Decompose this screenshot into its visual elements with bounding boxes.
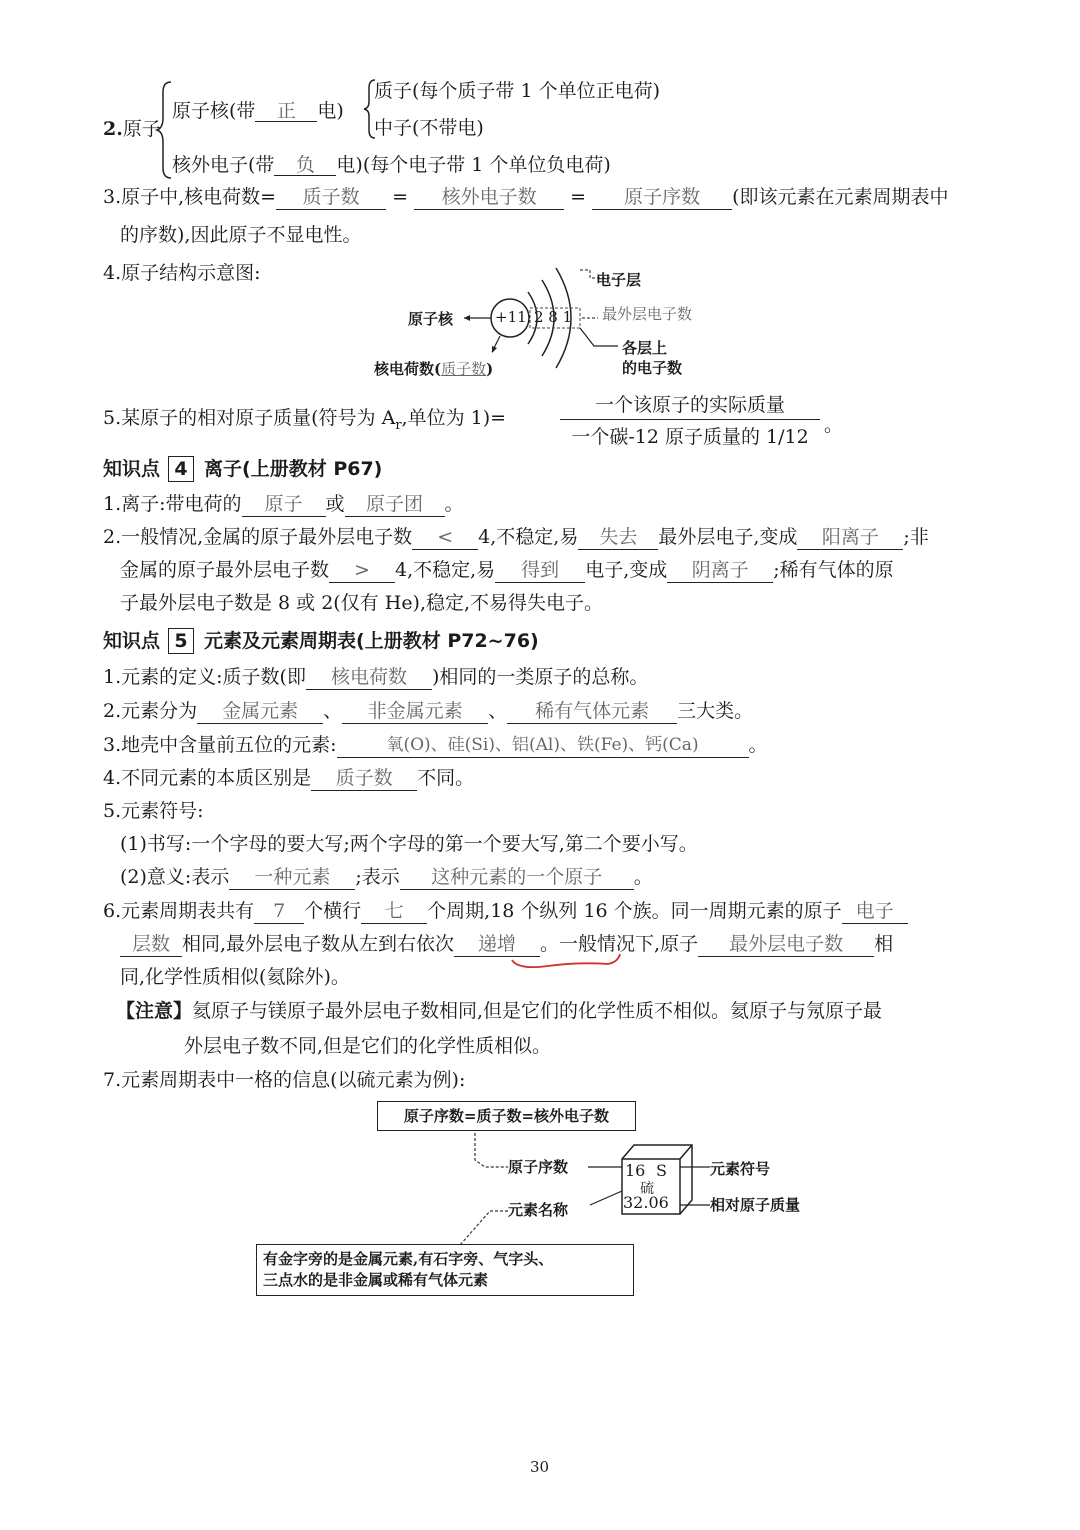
blank-crust-elements[interactable]: 氧(O)、硅(Si)、铝(Al)、铁(Fe)、钙(Ca) [337,732,749,758]
relative-mass-label: 相对原子质量 [710,1196,801,1214]
blank-noble-gas-elements[interactable]: 稀有气体元素 [507,698,677,724]
blank-atomic-group[interactable]: 原子团 [345,491,445,517]
kp5-header: 知识点 5 元素及元素周期表(上册教材 P72~76) [103,630,539,652]
cell-number: 16 [625,1161,646,1180]
blank-seven-periods[interactable]: 七 [361,898,427,924]
electron-line: 核外电子(带 负 电)(每个电子带 1 个单位负电荷) [172,150,611,177]
kp5-line5: 5.元素符号: [103,800,204,822]
atomic-number-label: 原子序数 [508,1158,569,1176]
blank-less-than[interactable]: < [412,524,478,550]
blank-greater-than[interactable]: > [329,557,395,583]
cell-mass: 32.06 [623,1193,669,1212]
kp4-number: 4 [168,456,194,482]
blank-nuclear-charge[interactable]: 核电荷数 [306,664,432,690]
item5-line: 5.某原子的相对原子质量(符号为 $A_r$,单位为 1)= [103,407,507,433]
element-symbol-label: 元素符号 [710,1160,771,1178]
kp5-line5-1: (1)书写:一个字母的要大写;两个字母的第一个要大写,第二个要小写。 [120,833,698,855]
nucleus-charge: +11 [495,308,527,326]
blank-electron-shells-a[interactable]: 电子 [842,898,908,924]
item3-line1: 3.原子中,核电荷数= 质子数 = 核外电子数 = 原子序数 (即该元素在元素周期表中 [103,186,949,208]
blank-seven-rows[interactable]: 7 [254,898,304,924]
kp5-line2: 2.元素分为 金属元素 、 非金属元素 、 稀有气体元素 三大类。 [103,700,754,722]
blank-atom[interactable]: 原子 [242,491,326,517]
note-tag: 【注意】 [116,1000,193,1022]
fraction-denominator: 一个碳-12 原子质量的 1/12 [571,426,809,448]
item5-end: 。 [824,414,844,436]
kp5-line4: 4.不同元素的本质区别是 质子数 不同。 [103,767,475,789]
item3-line2: 的序数),因此原子不显电性。 [120,224,362,246]
nucleus-line: 原子核(带 正 电) [172,96,344,123]
blank-gain[interactable]: 得到 [495,557,585,583]
blank-increase[interactable]: 递增 [454,931,540,957]
electron-layer-label: 电子层 [596,271,642,289]
element-name-label: 元素名称 [508,1201,569,1219]
note-line2: 外层电子数不同,但是它们的化学性质相似。 [184,1035,552,1057]
each-layer-label-2: 的电子数 [622,359,683,377]
kp4-line4: 子最外层电子数是 8 或 2(仅有 He),稳定,不易得失电子。 [120,592,604,614]
cell-name: 硫 [640,1181,654,1197]
page-number: 30 [530,1458,550,1476]
blank-one-atom[interactable]: 这种元素的一个原子 [400,864,634,890]
blank-proton-number[interactable]: 质子数 [276,184,386,210]
kp5-line6-3: 同,化学性质相似(氦除外)。 [120,966,350,988]
blank-metal-elements[interactable]: 金属元素 [197,698,323,724]
kp5-line5-2: (2)意义:表示 一种元素 ;表示 这种元素的一个原子 。 [120,866,653,888]
blank-negative[interactable]: 负 [274,150,336,176]
item2-label [103,114,161,141]
item2-num: 2. [103,118,123,140]
relative-mass-fraction [560,390,820,449]
kp4-line1: 1.离子:带电荷的 原子 或 原子团 。 [103,493,464,515]
top-definition-box: 原子序数=质子数=核外电子数 [377,1101,636,1131]
neutron-line: 中子(不带电) [374,117,484,139]
proton-line: 质子(每个质子带 1 个单位正电荷) [374,80,660,102]
charge-number-label: 核电荷数(质子数) [374,360,494,378]
blank-electron-number[interactable]: 核外电子数 [414,184,564,210]
blank-lose[interactable]: 失去 [578,524,658,550]
blank-proton-count[interactable]: 质子数 [311,765,417,791]
item2-atom-label: 原子 [122,118,161,140]
nucleus-label: 原子核 [408,310,454,328]
fraction-numerator: 一个该原子的实际质量 [560,390,820,420]
blank-electron-shells-b[interactable]: 层数 [120,931,182,957]
kp5-line6-2: 层数 相同,最外层电子数从左到右依次 递增 。一般情况下,原子 最外层电子数 相 [120,931,893,957]
kp5-line3: 3.地壳中含量前五位的元素: 氧(O)、硅(Si)、铝(Al)、铁(Fe)、钙(Ca) 。 [103,734,768,756]
kp5-line6: 6.元素周期表共有 7 个横行 七 个周期,18 个纵列 16 个族。同一周期元素的原子 电子 [103,898,908,924]
each-layer-label-1: 各层上 [622,339,668,357]
kp5-line1: 1.元素的定义:质子数(即 核电荷数 )相同的一类原子的总称。 [103,666,649,688]
kp4-line3: 金属的原子最外层电子数 > 4,不稳定,易 得到 电子,变成 阴离子 ;稀有气体的原 [120,559,894,581]
blank-outer-electrons[interactable]: 最外层电子数 [698,931,874,957]
blank-positive[interactable]: 正 [255,96,317,122]
note-line1: 【注意】氦原子与镁原子最外层电子数相同,但是它们的化学性质不相似。氦原子与氖原子最 [116,1000,883,1022]
kp5-number: 5 [168,628,194,654]
shell-electrons: 2 8 1 [534,308,573,326]
red-handwritten-underline [508,952,624,974]
blank-one-element[interactable]: 一种元素 [229,864,355,890]
kp4-header: 知识点 4 离子(上册教材 P67) [103,458,383,480]
kp5-line7: 7.元素周期表中一格的信息(以硫元素为例): [103,1069,466,1091]
blank-cation[interactable]: 阳离子 [797,524,903,550]
blank-atomic-number[interactable]: 原子序数 [592,184,732,210]
item4-title: 4.原子结构示意图: [103,262,261,284]
blank-anion[interactable]: 阴离子 [667,557,773,583]
radical-rule-box: 有金字旁的是金属元素,有石字旁、气字头、 三点水的是非金属或稀有气体元素 [256,1244,634,1296]
blank-nonmetal-elements[interactable]: 非金属元素 [342,698,488,724]
kp4-line2: 2.一般情况,金属的原子最外层电子数 < 4,不稳定,易 失去 最外层电子,变成 阳离子 ;非 [103,526,929,548]
outer-electrons-label: 最外层电子数 [602,305,693,323]
cell-symbol: S [656,1161,667,1180]
